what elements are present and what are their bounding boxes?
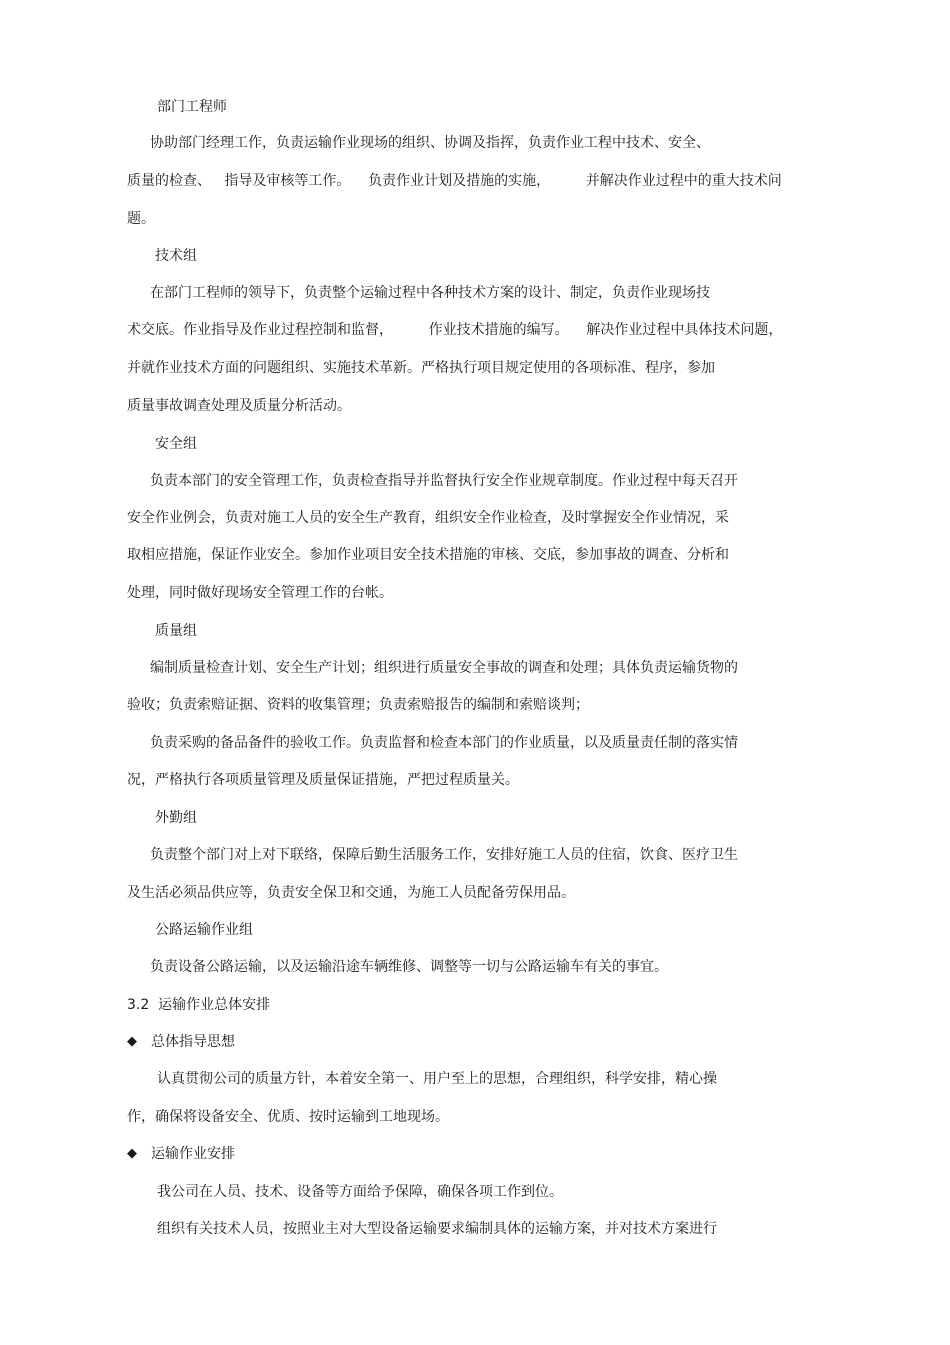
- paragraph-line: 取相应措施，保证作业安全。参加作业项目安全技术措施的审核、交底，参加事故的调查、分析和: [127, 547, 729, 563]
- paragraph-line: 及生活必须品供应等，负责安全保卫和交通，为施工人员配备劳保用品。: [127, 885, 575, 901]
- diamond-bullet-icon: ◆: [127, 1146, 137, 1161]
- paragraph-line: 认真贯彻公司的质量方针，本着安全第一、用户至上的思想，合理组织，科学安排，精心操: [157, 1071, 717, 1087]
- paragraph-line: 负责本部门的安全管理工作，负责检查指导并监督执行安全作业规章制度。作业过程中每天召开: [150, 473, 738, 489]
- bullet-title: 总体指导思想: [151, 1034, 235, 1050]
- paragraph-line: 作，确保将设备安全、优质、按时运输到工地现场。: [127, 1109, 449, 1125]
- paragraph-line: 安全作业例会，负责对施工人员的安全生产教育，组织安全作业检查，及时掌握安全作业情况，采: [127, 510, 729, 526]
- paragraph-line: 况，严格执行各项质量管理及质量保证措施，严把过程质量关。: [127, 772, 519, 788]
- paragraph-line: 负责采购的备品备件的验收工作。负责监督和检查本部门的作业质量，以及质量责任制的落实情: [150, 735, 738, 751]
- section-heading: 技术组: [155, 248, 197, 264]
- paragraph-line: 质量事故调查处理及质量分析活动。: [127, 398, 351, 414]
- paragraph-line: 处理，同时做好现场安全管理工作的台帐。: [127, 585, 393, 601]
- section-heading: 安全组: [155, 436, 197, 452]
- paragraph-line: 术交底。作业指导及作业过程控制和监督， 作业技术措施的编写。 解决作业过程中具体技术问题，: [127, 322, 783, 338]
- paragraph-line: 编制质量检查计划、安全生产计划；组织进行质量安全事故的调查和处理；具体负责运输货物的: [150, 660, 738, 676]
- section-heading: 部门工程师: [157, 99, 227, 115]
- paragraph-line: 我公司在人员、技术、设备等方面给予保障，确保各项工作到位。: [157, 1184, 563, 1200]
- paragraph-line: 质量的检查、 指导及审核等工作。 负责作业计划及措施的实施， 并解决作业过程中的重大技术问: [127, 173, 782, 189]
- subsection-heading: 3.2 运输作业总体安排: [127, 997, 271, 1013]
- paragraph-line: 验收；负责索赔证据、资料的收集管理；负责索赔报告的编制和索赔谈判；: [127, 697, 589, 713]
- paragraph-line: 组织有关技术人员，按照业主对大型设备运输要求编制具体的运输方案，并对技术方案进行: [157, 1221, 717, 1237]
- paragraph-line: 协助部门经理工作，负责运输作业现场的组织、协调及指挥，负责作业工程中技术、安全、: [150, 135, 710, 151]
- section-heading: 公路运输作业组: [155, 922, 253, 938]
- section-heading: 质量组: [155, 623, 197, 639]
- bullet-title: 运输作业安排: [151, 1146, 235, 1162]
- paragraph-line: 负责整个部门对上对下联络，保障后勤生活服务工作，安排好施工人员的住宿，饮食、医疗卫生: [150, 847, 738, 863]
- paragraph-line: 并就作业技术方面的问题组织、实施技术革新。严格执行项目规定使用的各项标准、程序，参加: [127, 360, 715, 376]
- section-heading: 外勤组: [155, 810, 197, 826]
- paragraph-line: 题。: [127, 211, 155, 227]
- diamond-bullet-icon: ◆: [127, 1034, 137, 1049]
- paragraph-line: 在部门工程师的领导下，负责整个运输过程中各种技术方案的设计、制定，负责作业现场技: [150, 285, 710, 301]
- paragraph-line: 负责设备公路运输，以及运输沿途车辆维修、调整等一切与公路运输车有关的事宜。: [150, 959, 668, 975]
